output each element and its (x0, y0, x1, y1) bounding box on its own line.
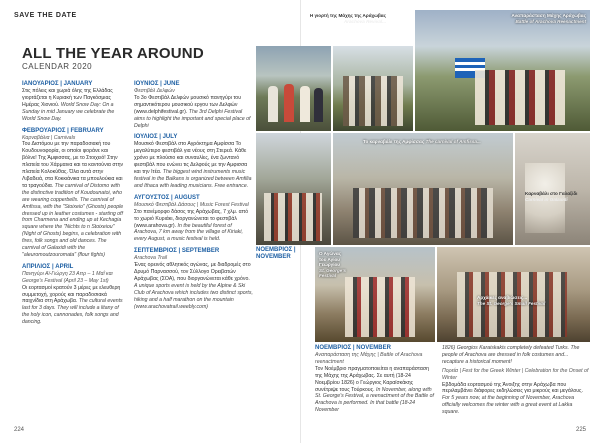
page-title: ALL THE YEAR AROUND (22, 45, 204, 62)
month-english-text: The cultural events last for 3 days. They will include a litany of the holy icon, cannonades, folk songs and dancing. (22, 298, 123, 326)
month-english-text: 1826) Georgios Karaiskakis completely defeated Turks. The people of Arachova are dressed in folk costumes and... recapture a historical moment! (442, 345, 580, 365)
festival-photo-crowd (333, 46, 413, 131)
month-greek-text: Εβδομάδα εορτασμού της Άνοιξης στην Αράχωβα που περιλαμβάνει διάφορες εκδηλώσεις για μικρούς και μεγάλους. (442, 381, 583, 395)
section-label: SAVE THE DATE (14, 12, 77, 19)
month-subheading: Φεστιβάλ Δελφών (134, 88, 175, 94)
calendar-column-3 (256, 247, 312, 261)
month-subheading: Arachova Trail (134, 255, 168, 262)
month-heading: ΙΟΥΛΙΟΣ | JULY (134, 134, 178, 141)
festival-photo-men-flag (415, 10, 590, 131)
winter-column (442, 345, 590, 418)
month-greek-text: Τον Νοέμβριο πραγματοποιείται η αναπαράσταση της Μάχης της Αράχωβας. Σε αυτή (18-24 Νοεμβρίου 1826) ο Γεώργιος Καραϊσκάκης συνέτριψε τους Τούρκους. (315, 365, 429, 393)
month-english-text: In November, along with St. George's Festival, a reenactment of the Battle of Arachova is performed. In that battle (18-24 November (315, 386, 434, 414)
month-english-text: The biggest wind instruments music festival in the Balkans is organized between Amfilia and Ithaca with leading musicians. Free entrance. (134, 169, 252, 189)
festival-photo-procession (315, 247, 435, 342)
month-english-text: The 3rd Delphi Festival aims to highlight the important and special place of Delphi (134, 108, 251, 129)
festival-photo-costumes (256, 133, 331, 245)
photo-caption: Ο Αγώνας του Αγίου Γεωργίου St. George's Festival (319, 251, 346, 279)
month-english-text: The carnival of Distomo with the distinctive tradition of Koudounatoi, who are wearing copperbells. The carnival of Amfissa, with the "Stoixeio" (Ghosts) people dressed up in leather costumes - starting off from Charmena and ending up at Kechagia square where the "Nichts to n Stoixeiou" (Night of Ghosts) begins, a celebration with fires, folk songs and old dances. The carnival of Galaxidi with the "aleuromoutzouromata" (flour fights) (22, 182, 124, 258)
photo-caption: Η γιορτή της Μάχης της Αράχωβας Arachova Revival... (309, 13, 386, 24)
month-english-text: In the beautiful forest of Arachova, 7 km away from the village of Kiriaki, every August, a music festival is held. (134, 222, 243, 243)
month-greek-text: Στις πόλεις και χωριά όλης της Ελλάδας γιορτάζεται η Κυριακή των Παγκόσμιας Ημέρας Χιονιού. (22, 88, 113, 108)
month-greek-text: Μουσικό Φεστιβάλ στο Αγρόκτημα Αμφίσσα Το μεγαλύτερο φεστιβάλ για νέους στη Στερεά. Κάθε χρόνο με πλούσιο και συναυλίες, ένα ζωντανό φεστιβάλ που ενώνει τις Δελφούς με την Αμφισσα και την Ιτέα. (134, 141, 248, 176)
month-greek-text: Το 3ο Φεστιβάλ Δελφών μουσικό πανηγύρι του σημαντικότερου μουσικού εργου των Δελφών (www.delphifestival.gr). (134, 94, 242, 115)
november-column (315, 345, 435, 416)
page-number-left: 224 (14, 427, 25, 433)
month-english-text: World Snow Day: On a Sunday in mid January we celebrate the World Snow Day. (22, 101, 115, 122)
month-greek-text: Του Διστόμου με την παραδοσιακή του Κουδουνοφορία, οι οποίοι φοράνε και βόλνε! Της Άμφισσας, με το Στοιχειό! Στην πλατεία του Χάρμαινα και τα καντούνια στην πλατεία Κολοκύθας. Όλα αυτά στην Λιβαδειά, στα Κοκκιάνικα τα μπουλούκια και τα τραγούδια. (22, 141, 124, 189)
calendar-column-2 (134, 81, 254, 312)
month-subheading: Αναπαράσταση της Μάχης | Battle of Arachova reenactment (315, 352, 423, 365)
festival-photo-women (256, 46, 331, 131)
photo-caption: Αναπαράσταση Μάχης Αράχωβας Battle of Arachova Reenactment (511, 13, 586, 24)
photo-caption: Το καρναβάλι της Αμφίσσας The carnival of Amfissa... (363, 139, 481, 144)
month-heading: ΑΠΡΙΛΙΟΣ | APRIL (22, 263, 74, 270)
month-heading: ΝΟΕΜΒΡΙΟΣ | NOVEMBER (315, 345, 391, 351)
page-number-right: 225 (575, 427, 586, 433)
month-english-text: For 5 years now, at the beginning of November, Arachova officially welcomes the winter with a great event at Lakka square. (442, 395, 575, 416)
festival-photo-arachova (437, 247, 590, 342)
month-subheading: Καρναβάλια | Carnivals (22, 134, 76, 141)
month-greek-text: Στο πανέμορφο δάσος της Αράχωβας, 7 χλμ. από το χωριό Κυριάκι, διοργανώνεται το φεστιβάλ (www.arahova.gr). (134, 208, 249, 229)
page-subtitle: CALENDAR 2020 (22, 62, 93, 71)
month-heading: ΑΥΓΟΥΣΤΟΣ | AUGUST (134, 194, 200, 201)
month-english-text: A unique sports event is held by the Alpine & Ski Club of Arachova which includes two distinct sports, hiking and a half marathon on the mountain (www.arachovatrail.weebly.com) (134, 282, 253, 310)
month-greek-text: Οι εορτασμοί κρατούν 3 μέρες με ελευθερη συμμετοχή, χορούς και παραδοσιακά παιχνίδια στη Αράχωβα. (22, 284, 121, 305)
month-greek-text: Ένας ορεινός αθλητικός αγώνας, με διαδρομές στο Δρυμό Παρνασσού, τον Σύλλογο Ορειβατών Αράχωβας (ΣΟΑ), που διοργανώνεται κάθε χρόνο. (134, 262, 251, 282)
carnival-photo (515, 133, 590, 245)
calendar-column-1 (22, 81, 124, 328)
month-heading: ΝΟΕΜΒΡΙΟΣ | NOVEMBER (256, 247, 296, 260)
month-heading: ΦΕΒΡΟΥΑΡΙΟΣ | FEBRUARY (22, 127, 104, 134)
month-subheading: Πορεία | Fest for the Greek Winter | Celebration for the Onset of Winter (442, 367, 589, 381)
month-subheading: Πανηγύρι Αϊ-Γιώργη 23 Απρ – 1 Μαΐ και George's Festival (April 23 – May 1st) (22, 270, 113, 284)
month-heading: ΣΕΠΤΕΜΒΡΙΟΣ | SEPTEMBER (134, 248, 220, 255)
month-heading: ΙΑΝΟΥΑΡΙΟΣ | JANUARY (22, 81, 93, 87)
month-subheading: Μουσικό Φεστιβάλ Δάσους | Music Forest Festival (134, 201, 249, 208)
photo-caption: Καρναβάλι στο Γαλαξίδι Carnival in Galaxidi (525, 191, 578, 202)
festival-photo-village (333, 133, 513, 245)
month-heading: ΙΟΥΝΙΟΣ | JUNE (134, 81, 180, 87)
photo-caption: Αρχάικες αναβιώσεις... The St. George's Small Festival (477, 295, 546, 306)
